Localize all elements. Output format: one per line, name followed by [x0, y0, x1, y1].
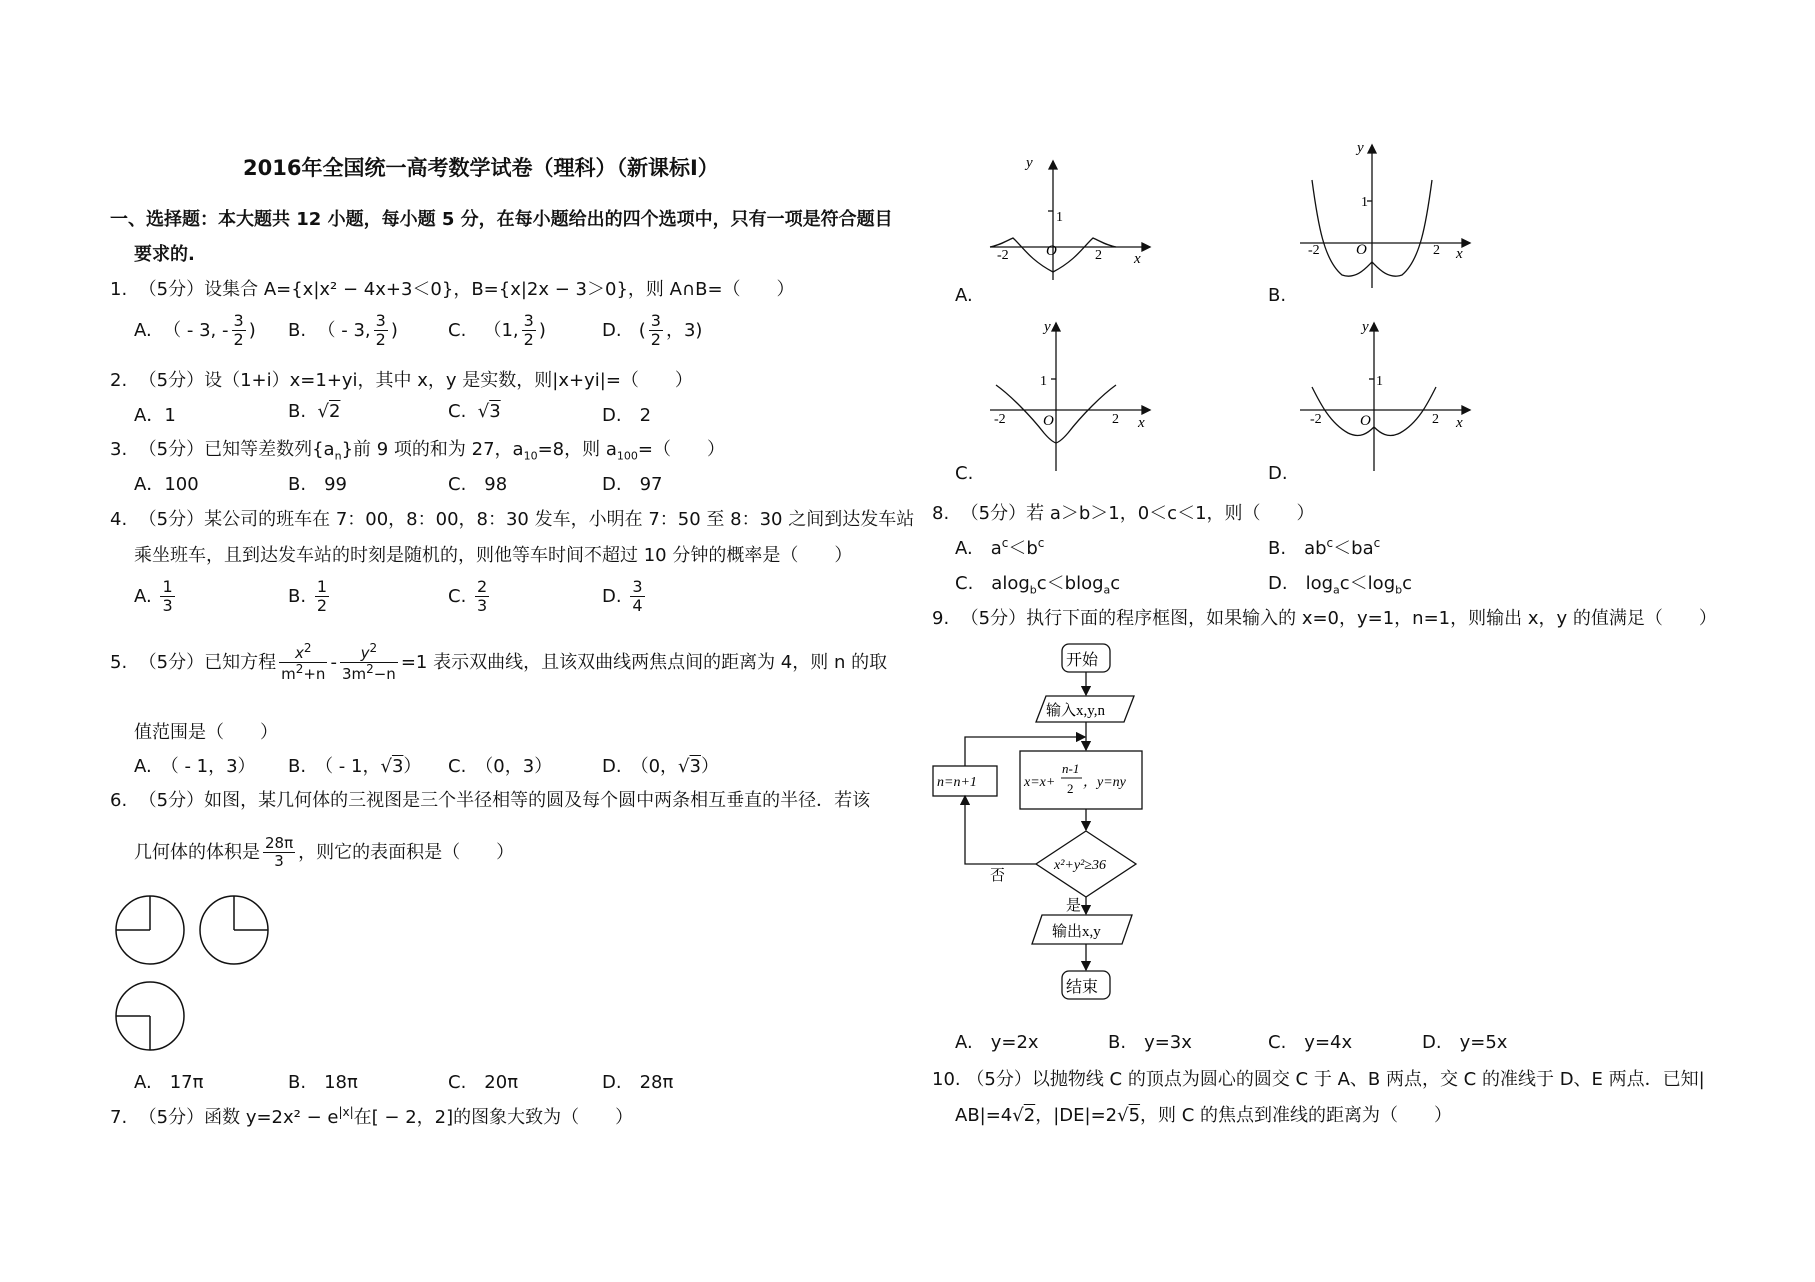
q4-option-d[interactable]: D. $\frac{3}{4}$ — [602, 577, 643, 616]
svg-text:-2: -2 — [1310, 412, 1322, 427]
svg-text:2: 2 — [1433, 243, 1440, 258]
q9-option-b[interactable]: B. y=3x — [1108, 1032, 1192, 1053]
question-6: 6. （5分）如图，某几何体的三视图是三个半径相等的圆及每个圆中两条相互垂直的半径．若该 — [110, 790, 871, 811]
svg-text:2: 2 — [1432, 412, 1439, 427]
svg-text:开始: 开始 — [1066, 650, 1099, 669]
svg-text:-2: -2 — [997, 248, 1009, 263]
svg-text:O: O — [1046, 243, 1057, 259]
q1-option-c[interactable]: C. （1, $\frac{3}{2}$ ) — [448, 311, 546, 350]
q7-graph-b — [1290, 140, 1480, 290]
svg-text:1: 1 — [1376, 374, 1383, 389]
q8-option-c[interactable]: C. alog$_b$c＜blog$_a$c — [955, 573, 1121, 597]
q5-option-b[interactable]: B. （ - 1，√3） — [288, 756, 422, 777]
q7-graph-a — [980, 155, 1160, 285]
svg-text:2: 2 — [1095, 248, 1102, 263]
q3-option-a[interactable]: A．100 — [134, 474, 199, 495]
q7-option-d[interactable]: D. — [1268, 463, 1288, 484]
svg-text:n-1: n-1 — [1062, 761, 1080, 776]
svg-text:x²+y²≥36: x²+y²≥36 — [1054, 858, 1106, 873]
q7-graph-d — [1290, 315, 1480, 475]
question-6-cont: 几何体的体积是 $\frac{28\pi}{3}$ ，则它的表面积是（ ） — [134, 834, 515, 871]
question-1: 1. （5分）设集合 A={x|x² − 4x+3＜0}，B={x|2x − 3＞0}，则 A∩B=（ ） — [110, 279, 795, 300]
question-8: 8. （5分）若 a＞b＞1，0＜c＜1，则（ ） — [932, 503, 1315, 524]
q2-option-a[interactable]: A．1 — [134, 405, 176, 426]
q4-option-b[interactable]: B. $\frac{1}{2}$ — [288, 577, 327, 616]
q6-option-a[interactable]: A. 17π — [134, 1072, 204, 1093]
q6-option-c[interactable]: C. 20π — [448, 1072, 519, 1093]
q3-option-c[interactable]: C. 98 — [448, 474, 508, 495]
q2-option-c[interactable]: C. √3 — [448, 401, 501, 422]
q4-option-a[interactable]: A. $\frac{1}{3}$ — [134, 577, 173, 616]
fraction: $\frac{3}{2}$ — [523, 311, 534, 350]
q4-option-c[interactable]: C. $\frac{2}{3}$ — [448, 577, 488, 616]
section-heading-cont: 要求的. — [134, 244, 195, 265]
q5-option-c[interactable]: C. （0，3） — [448, 756, 553, 777]
question-10-cont: AB|=4√2，|DE|=2√5，则 C 的焦点到准线的距离为（ ） — [955, 1105, 1453, 1126]
fraction: $\frac{1}{3}$ — [162, 577, 173, 616]
svg-text:结束: 结束 — [1066, 977, 1099, 996]
question-5-cont: 值范围是（ ） — [134, 722, 278, 743]
fraction: $\frac{3}{2}$ — [375, 311, 386, 350]
q5-option-a[interactable]: A. （ - 1，3） — [134, 756, 256, 777]
svg-text:y: y — [1362, 319, 1369, 335]
q1-option-b[interactable]: B. （ - 3, $\frac{3}{2}$ ) — [288, 311, 398, 350]
question-5: 5. （5分）已知方程 $\frac{x^2}{m^2+n}$ - $\frac{y^2}{3m^2-n}$ =1 表示双曲线，且该双曲线两焦点间的距离为 4，则 n 的取 — [110, 641, 888, 684]
svg-text:x: x — [1138, 415, 1145, 431]
q8-option-a[interactable]: A. $a^c<b^c$ — [955, 536, 1045, 559]
q9-option-a[interactable]: A. y=2x — [955, 1032, 1039, 1053]
q9-option-d[interactable]: D. y=5x — [1422, 1032, 1508, 1053]
svg-text:2: 2 — [1112, 412, 1119, 427]
question-4-cont: 乘坐班车，且到达发车站的时刻是随机的，则他等车时间不超过 10 分钟的概率是（ ） — [134, 545, 853, 566]
q9-option-c[interactable]: C. y=4x — [1268, 1032, 1353, 1053]
svg-text:1: 1 — [1056, 210, 1063, 225]
q5-option-d[interactable]: D. （0，√3） — [602, 756, 719, 777]
q6-option-b[interactable]: B. 18π — [288, 1072, 358, 1093]
svg-text:y: y — [1026, 155, 1033, 171]
q6-option-d[interactable]: D. 28π — [602, 1072, 674, 1093]
fraction: $\frac{3}{2}$ — [650, 311, 661, 350]
svg-text:n=n+1: n=n+1 — [937, 775, 977, 790]
q2-option-b[interactable]: B. √2 — [288, 401, 341, 422]
question-7: 7. （5分）函数 $y=2x^2 - e^{|x|}$在[ − 2，2]的图象大致为（ ） — [110, 1105, 634, 1128]
q1-option-d[interactable]: D. ( $\frac{3}{2}$ ，3) — [602, 311, 703, 350]
question-4: 4. （5分）某公司的班车在 7：00，8：00，8：30 发车，小明在 7：50 至 8：30 之间到达发车站 — [110, 509, 915, 530]
svg-text:y: y — [1357, 140, 1364, 156]
svg-text:x: x — [1456, 246, 1463, 262]
q2-option-d[interactable]: D. 2 — [602, 405, 652, 426]
question-2: 2. （5分）设（1+i）x=1+yi，其中 x，y 是实数，则|x+yi|=（ ） — [110, 370, 693, 391]
q7-option-c[interactable]: C. — [955, 463, 974, 484]
page-title: 2016年全国统一高考数学试卷（理科）（新课标Ⅰ） — [243, 156, 719, 180]
svg-text:x: x — [1134, 251, 1141, 267]
fraction: $\frac{1}{2}$ — [316, 577, 327, 616]
svg-text:-2: -2 — [994, 412, 1006, 427]
svg-text:-2: -2 — [1308, 243, 1320, 258]
svg-text:1: 1 — [1361, 195, 1368, 210]
fraction: $\frac{3}{4}$ — [632, 577, 643, 616]
svg-text:是: 是 — [1066, 896, 1082, 914]
question-3: 3. （5分）已知等差数列$\{a_n\}$前 9 项的和为 27，$a_{10}=8$，则 $a_{100}=$（ ） — [110, 439, 725, 463]
q3-option-b[interactable]: B. 99 — [288, 474, 347, 495]
svg-text:O: O — [1360, 413, 1371, 429]
question-10: 10. （5分）以抛物线 C 的顶点为圆心的圆交 C 于 A、B 两点，交 C 的准线于 D、E 两点．已知| — [932, 1069, 1705, 1090]
q7-graph-c — [980, 315, 1160, 475]
q8-option-d[interactable]: D. $\log_ac<\log_bc$ — [1268, 573, 1413, 597]
fraction: $\frac{2}{3}$ — [477, 577, 488, 616]
svg-text:2: 2 — [1067, 781, 1074, 796]
q9-flowchart — [930, 640, 1170, 1015]
svg-text:O: O — [1043, 413, 1054, 429]
three-view-figure — [108, 890, 278, 1060]
svg-text:输入x,y,n: 输入x,y,n — [1046, 701, 1106, 719]
svg-text:x=x+: x=x+ — [1024, 775, 1056, 790]
q7-option-b[interactable]: B. — [1268, 285, 1287, 306]
svg-text:1: 1 — [1040, 374, 1047, 389]
svg-text:O: O — [1356, 242, 1367, 258]
svg-text:否: 否 — [990, 866, 1006, 884]
svg-text:y: y — [1044, 319, 1051, 335]
svg-text:x: x — [1456, 415, 1463, 431]
q8-option-b[interactable]: B. $ab^c<ba^c$ — [1268, 536, 1381, 559]
section-heading: 一、选择题：本大题共 12 小题，每小题 5 分，在每小题给出的四个选项中，只有一项是符合题目 — [110, 209, 893, 230]
q7-option-a[interactable]: A. — [955, 285, 973, 306]
q1-option-a[interactable]: A. （ - 3, - $\frac{3}{2}$ ) — [134, 311, 256, 350]
svg-text:输出x,y: 输出x,y — [1052, 922, 1101, 940]
q3-option-d[interactable]: D. 97 — [602, 474, 663, 495]
fraction: $\frac{3}{2}$ — [233, 311, 244, 350]
question-9: 9. （5分）执行下面的程序框图，如果输入的 x=0，y=1，n=1，则输出 x，y 的值满足（ ） — [932, 608, 1717, 629]
svg-text:，y=ny: ，y=ny — [1083, 775, 1126, 790]
